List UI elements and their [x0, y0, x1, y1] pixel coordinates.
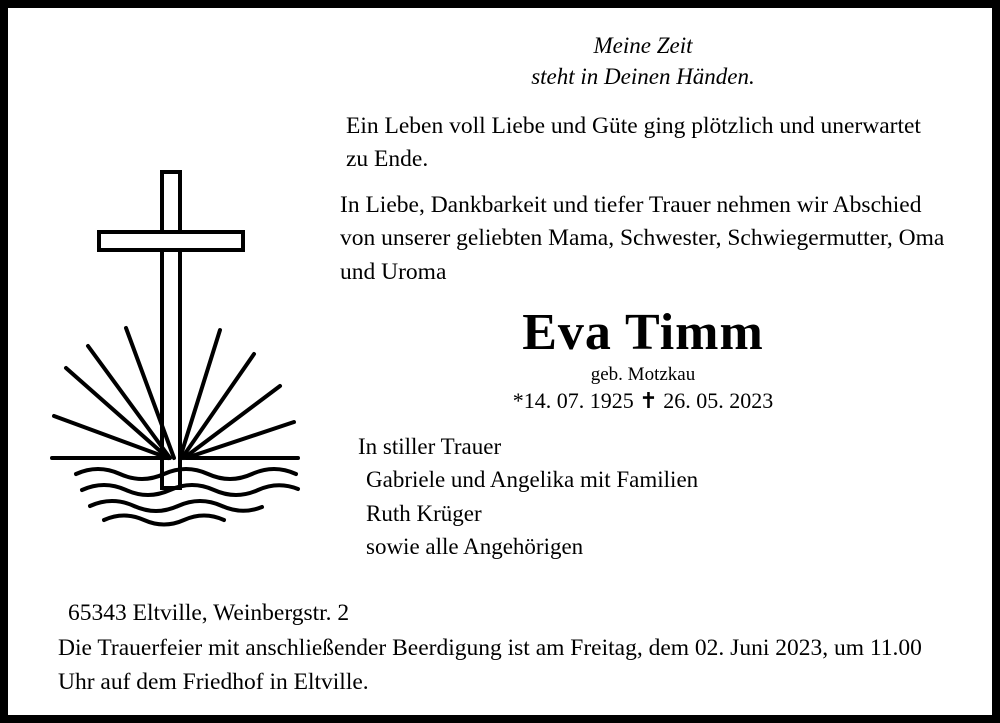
mourner-1: Gabriele und Angelika mit Familien: [366, 467, 699, 493]
motto: [338, 30, 948, 92]
deceased-name: Eva Timm: [522, 303, 764, 361]
obituary-card: [8, 8, 992, 715]
mourner-2: Ruth Krüger: [366, 500, 482, 526]
mourning-intro: In stiller Trauer: [358, 433, 502, 459]
mourners-block: [358, 430, 948, 563]
address-line: 65343 Eltville, Weinbergstr. 2: [68, 599, 350, 626]
cross-with-rays-and-water-icon: [48, 158, 338, 538]
funeral-notice: Die Trauerfeier mit anschließender Beerdigung ist am Freitag, dem 02. Juni 2023, um 11.00 Uhr auf dem Friedhof in Eltville.: [58, 635, 922, 695]
obituary-content: [8, 8, 992, 715]
mourner-3: sowie alle Angehörigen: [366, 533, 584, 559]
maiden-name: geb. Motzkau: [590, 363, 696, 385]
footer-block: [58, 597, 958, 699]
motto-line-2: steht in Deinen Händen.: [531, 64, 755, 90]
paragraph-two: In Liebe, Dankbarkeit und tiefer Trauer nehmen wir Abschied von unserer geliebten Mama, Schwester, Schwiegermutter, Oma und Uroma: [340, 191, 945, 285]
motto-line-1: Meine Zeit: [593, 33, 693, 58]
paragraph-one: Ein Leben voll Liebe und Güte ging plötzlich und unerwartet zu Ende.: [346, 113, 921, 173]
text-column: [338, 30, 948, 563]
birth-death-dates: *14. 07. 1925 ✝ 26. 05. 2023: [512, 387, 774, 413]
